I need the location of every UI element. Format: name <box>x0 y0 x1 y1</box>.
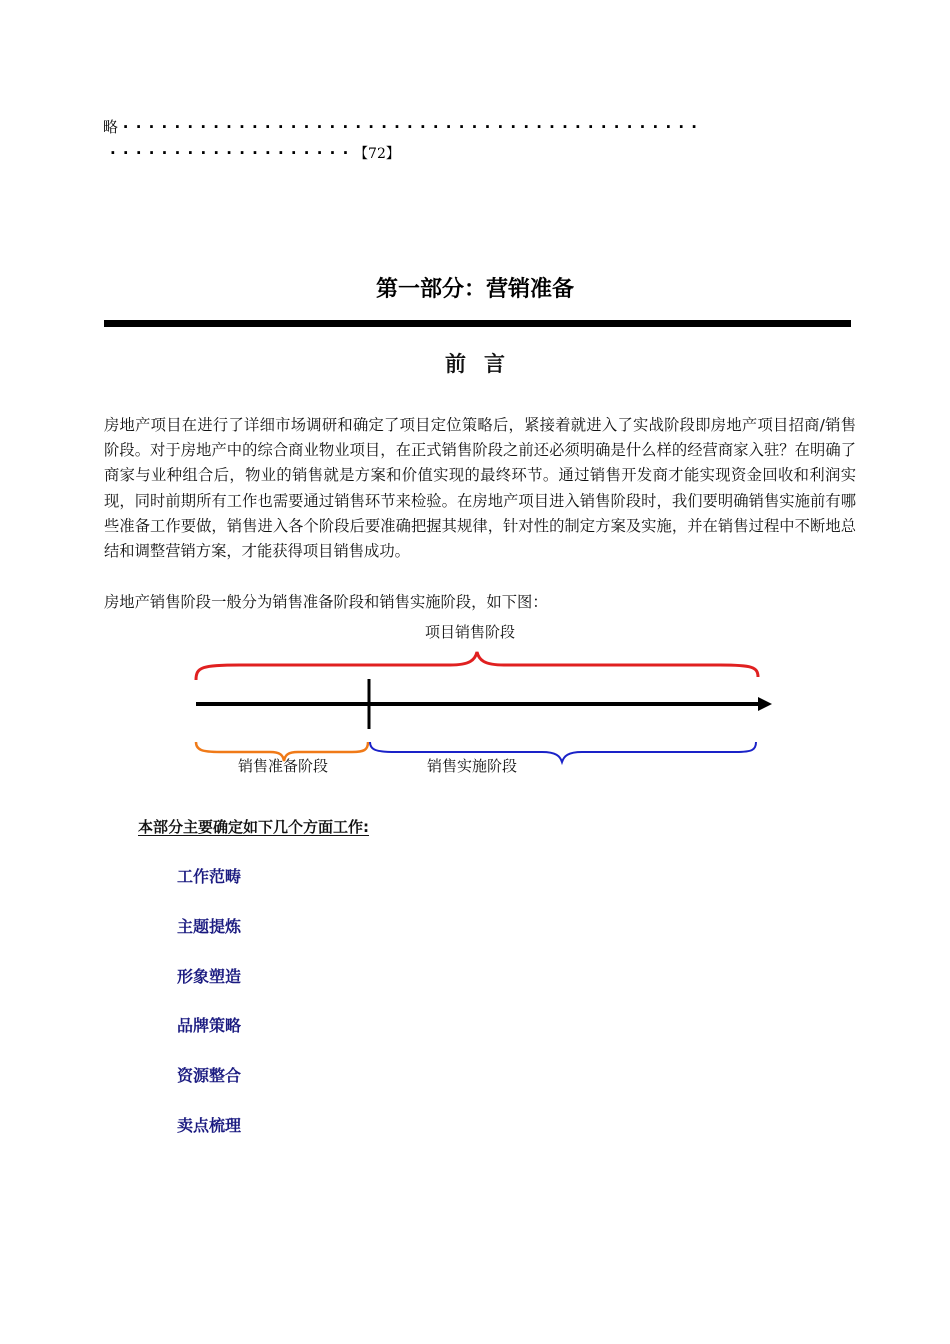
diagram-label-impl-stage: 销售实施阶段 <box>427 757 518 775</box>
toc-leader-dots: · · · · · · · · · · · · · · · · · · · <box>110 144 350 162</box>
work-item: 卖点梳理 <box>177 1115 242 1135</box>
toc-entry-line-2 <box>110 143 400 163</box>
work-item: 资源整合 <box>177 1066 242 1086</box>
toc-page-number: 【72】 <box>354 146 400 162</box>
work-item: 主题提炼 <box>177 916 242 936</box>
preface-title: 前言 <box>445 352 523 376</box>
toc-leader-dots: · · · · · · · · · · · · · · · · · · · · · · · · · · · · · · · · · · · · · · · · · · · · · <box>122 118 698 136</box>
top-brace <box>196 652 758 680</box>
timeline-arrowhead <box>758 697 772 711</box>
work-item: 品牌策略 <box>177 1016 242 1036</box>
diagram-label-prep-stage: 销售准备阶段 <box>238 757 329 775</box>
work-heading: 本部分主要确定如下几个方面工作: <box>138 818 370 836</box>
diagram-lead-text: 房地产销售阶段一般分为销售准备阶段和销售实施阶段，如下图： <box>104 593 548 611</box>
toc-entry-line-1 <box>103 116 698 137</box>
work-item: 工作范畴 <box>177 867 242 886</box>
section-divider <box>104 320 851 327</box>
diagram-label-project-stage: 项目销售阶段 <box>425 623 516 641</box>
work-item-list <box>177 864 241 1163</box>
toc-entry-label: 略 <box>103 118 119 136</box>
work-item: 形象塑造 <box>177 966 242 986</box>
intro-text: 房地产项目在进行了详细市场调研和确定了项目定位策略后，紧接着就进入了实战阶段即房地产项目招商/销售阶段。对于房地产中的综合商业物业项目，在正式销售阶段之前还必须明确是什么样的经营商家入驻？在明确了商家与业种组合后，物业的销售就是方案和价值实现的最终环节。通过销售开发商才能实现资金回收和利润实现，同时前期所有工作也需要通过销售环节来检验。在房地产项目进入销售阶段时，我们要明确销售实施前有哪些准备工作要做，销售进入各个阶段后要准确把握其规律，针对性的制定方案及实施，并在销售过程中不断地总结和调整营销方案，才能获得项目销售成功。 <box>104 416 856 561</box>
sales-stage-diagram <box>180 615 800 785</box>
part-title: 第一部分：营销准备 <box>375 277 574 302</box>
intro-paragraph <box>104 413 856 564</box>
